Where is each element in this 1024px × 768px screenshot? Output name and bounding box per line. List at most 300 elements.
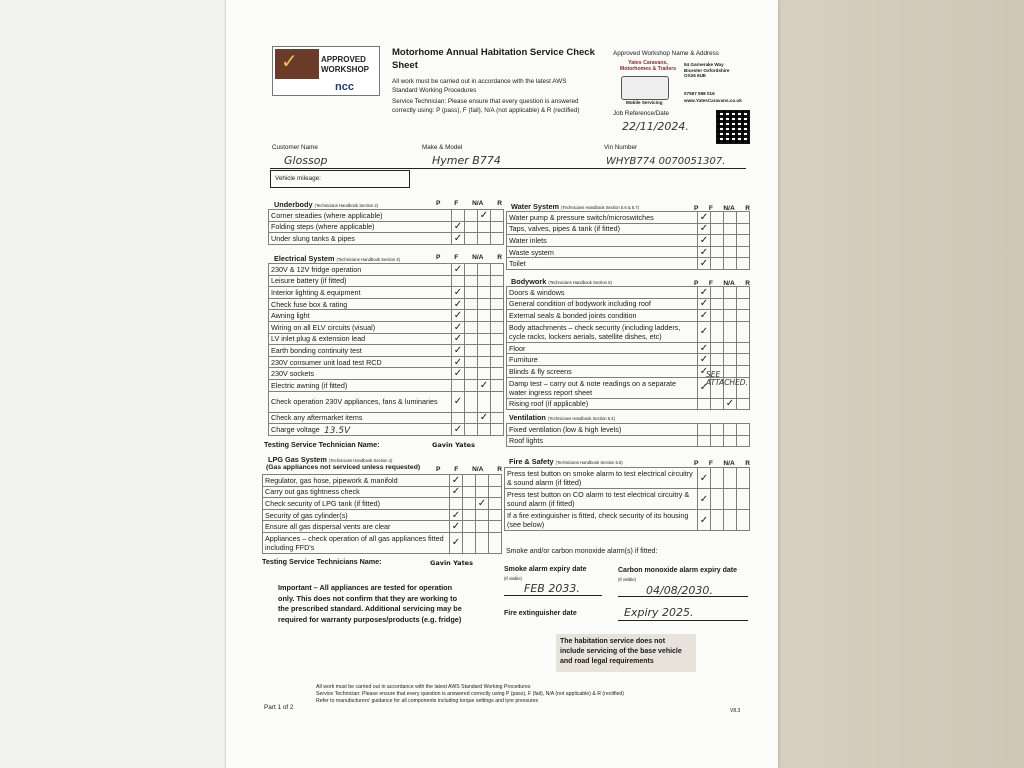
electrical-cell-f[interactable] — [465, 287, 478, 299]
water-cell-f[interactable] — [711, 258, 724, 270]
bodywork-cell-f[interactable] — [711, 287, 724, 299]
electrical-cell-r[interactable] — [491, 356, 504, 368]
mileage-box — [270, 170, 410, 188]
lpg-cell-na[interactable] — [476, 486, 489, 498]
fire-cell-p[interactable]: ✓ — [698, 510, 711, 531]
electrical-cell-p[interactable]: ✓ — [452, 424, 465, 436]
bodywork-cell-f[interactable] — [711, 398, 724, 410]
electrical-cell-r[interactable] — [491, 321, 504, 333]
electrical-cell-r[interactable] — [491, 264, 504, 276]
electrical-row — [269, 321, 504, 333]
approved-workshop-badge — [272, 46, 380, 96]
electrical-row — [269, 412, 504, 424]
fire-cell-r[interactable] — [737, 489, 750, 510]
lpg-row-label: Carry out gas tightness check — [263, 486, 450, 498]
lpg-cell-p[interactable]: ✓ — [450, 486, 463, 498]
bodywork-row — [507, 354, 750, 366]
electrical-cell-na[interactable] — [478, 264, 491, 276]
workshop-address: 54 Garnerake Way Bicester Oxfordshire OX26 6UE — [684, 62, 730, 79]
electrical-cell-f[interactable] — [465, 264, 478, 276]
lpg-tech-label: Testing Service Technicians Name: — [262, 557, 382, 566]
water-cell-r[interactable] — [737, 212, 750, 224]
bodywork-row-label: Rising roof (if applicable) — [507, 398, 698, 410]
bodywork-cell-r[interactable] — [737, 310, 750, 322]
bodywork-cell-p[interactable]: ✓ — [698, 342, 711, 354]
water-col-headers: P F N/A R — [694, 205, 750, 212]
badge-line1: APPROVED — [321, 55, 366, 64]
fire-row-label: If a fire extinguisher is fitted, check security of its housing (see below) — [505, 510, 698, 531]
underbody-cell-f[interactable] — [465, 210, 478, 222]
fire-cell-na[interactable] — [724, 489, 737, 510]
electrical-cell-f[interactable] — [465, 298, 478, 310]
underbody-row-label: Corner steadies (where applicable) — [269, 210, 452, 222]
fire-cell-f[interactable] — [711, 510, 724, 531]
lpg-row — [263, 475, 502, 487]
fire-cell-p[interactable]: ✓ — [698, 468, 711, 489]
lpg-col-headers: P F N/A R — [436, 466, 502, 473]
water-row-label: Toilet — [507, 258, 698, 270]
water-cell-r[interactable] — [737, 246, 750, 258]
electrical-row-label: Electric awning (if fitted) — [269, 379, 452, 391]
lpg-cell-r[interactable] — [489, 498, 502, 510]
electrical-cell-p[interactable]: ✓ — [452, 310, 465, 322]
ventilation-row — [507, 435, 750, 447]
electrical-row-label: Leisure battery (if fitted) — [269, 275, 452, 287]
background-right — [778, 0, 1024, 768]
mobile-servicing: Mobile Servicing — [626, 100, 663, 105]
alarms-heading: Smoke and/or carbon monoxide alarm(s) if fitted: — [506, 548, 658, 555]
customer-name-value: Glossop — [284, 154, 328, 167]
electrical-cell-na[interactable] — [478, 345, 491, 357]
make-model-value: Hymer B774 — [432, 154, 501, 167]
charge-voltage-value: 13.5V — [324, 426, 351, 436]
smoke-sub: (If visible) — [504, 576, 522, 581]
lpg-table — [262, 474, 502, 554]
bodywork-row-label: Doors & windows — [507, 287, 698, 299]
underbody-row — [269, 233, 504, 245]
electrical-cell-r[interactable] — [491, 287, 504, 299]
electrical-tech-name: Gavin Yates — [432, 441, 475, 449]
bodywork-row — [507, 342, 750, 354]
water-cell-p[interactable]: ✓ — [698, 258, 711, 270]
water-cell-f[interactable] — [711, 235, 724, 247]
water-row-label: Waste system — [507, 246, 698, 258]
ventilation-row-label: Roof lights — [507, 435, 698, 447]
electrical-cell-p[interactable]: ✓ — [452, 345, 465, 357]
electrical-cell-r[interactable] — [491, 275, 504, 287]
smoke-label: Smoke alarm expiry date — [504, 566, 587, 573]
vin-value: WHYB774 0070051307. — [606, 156, 726, 167]
electrical-cell-p[interactable] — [452, 412, 465, 424]
electrical-cell-na[interactable] — [478, 424, 491, 436]
workshop-label: Approved Workshop Name & Address — [613, 50, 719, 57]
lpg-row — [263, 486, 502, 498]
bodywork-row-label: Blinds & fly screens — [507, 365, 698, 377]
electrical-row-label: Interior lighting & equipment — [269, 287, 452, 299]
electrical-table — [268, 263, 504, 436]
electrical-cell-na[interactable] — [478, 321, 491, 333]
lpg-cell-r[interactable] — [489, 521, 502, 533]
electrical-cell-p[interactable] — [452, 275, 465, 287]
bodywork-row — [507, 298, 750, 310]
fire-row — [505, 489, 750, 510]
fire-cell-p[interactable]: ✓ — [698, 489, 711, 510]
bodywork-cell-f[interactable] — [711, 354, 724, 366]
electrical-row — [269, 298, 504, 310]
lpg-row — [263, 532, 502, 553]
bodywork-cell-f[interactable] — [711, 310, 724, 322]
underbody-cell-na[interactable] — [478, 221, 491, 233]
ventilation-cell-f[interactable] — [711, 435, 724, 447]
electrical-cell-na[interactable] — [478, 333, 491, 345]
fire-cell-f[interactable] — [711, 489, 724, 510]
electrical-row — [269, 275, 504, 287]
electrical-row — [269, 368, 504, 380]
bodywork-cell-na[interactable] — [724, 298, 737, 310]
electrical-cell-r[interactable] — [491, 310, 504, 322]
electrical-cell-p[interactable]: ✓ — [452, 368, 465, 380]
lpg-cell-p[interactable]: ✓ — [450, 532, 463, 553]
extinguisher-value: Expiry 2025. — [624, 606, 694, 619]
fire-cell-na[interactable] — [724, 468, 737, 489]
bodywork-cell-p[interactable] — [698, 398, 711, 410]
lpg-row — [263, 521, 502, 533]
ventilation-row-label: Fixed ventilation (low & high levels) — [507, 424, 698, 436]
van-icon — [621, 76, 669, 100]
water-row-label: Taps, valves, pipes & tank (if fitted) — [507, 223, 698, 235]
electrical-cell-f[interactable] — [465, 345, 478, 357]
lpg-cell-p[interactable]: ✓ — [450, 521, 463, 533]
lpg-cell-r[interactable] — [489, 532, 502, 553]
lpg-row-label: Regulator, gas hose, pipework & manifold — [263, 475, 450, 487]
lpg-row-label: Ensure all gas dispersal vents are clear — [263, 521, 450, 533]
sheet-title: Motorhome Annual Habitation Service Check Sheet — [392, 47, 595, 71]
bodywork-row — [507, 321, 750, 342]
electrical-row-label: Check any aftermarket items — [269, 412, 452, 424]
underbody-col-headers: P F N/A R — [436, 200, 502, 207]
lpg-cell-r[interactable] — [489, 475, 502, 487]
ventilation-cell-r[interactable] — [737, 435, 750, 447]
fire-row-label: Press test button on CO alarm to test electrical circuitry & sound alarm (if fitted) — [505, 489, 698, 510]
electrical-cell-na[interactable] — [478, 275, 491, 287]
extinguisher-label: Fire extinguisher date — [504, 610, 577, 617]
electrical-row — [269, 379, 504, 391]
electrical-cell-p[interactable]: ✓ — [452, 298, 465, 310]
fire-row — [505, 468, 750, 489]
bodywork-row-label: Floor — [507, 342, 698, 354]
water-row — [507, 258, 750, 270]
lpg-cell-na[interactable] — [476, 521, 489, 533]
bodywork-cell-na[interactable] — [724, 354, 737, 366]
electrical-cell-f[interactable] — [465, 321, 478, 333]
smoke-value: FEB 2033. — [524, 582, 580, 595]
water-row-label: Water pump & pressure switch/microswitches — [507, 212, 698, 224]
bodywork-cell-p[interactable]: ✓ — [698, 354, 711, 366]
underbody-cell-na[interactable] — [478, 233, 491, 245]
electrical-cell-f[interactable] — [465, 356, 478, 368]
lpg-cell-f[interactable] — [463, 486, 476, 498]
bodywork-cell-p[interactable]: ✓ — [698, 310, 711, 322]
lpg-cell-na[interactable] — [476, 475, 489, 487]
lpg-cell-f[interactable] — [463, 509, 476, 521]
bodywork-row-label: Furniture — [507, 354, 698, 366]
lpg-cell-na[interactable] — [476, 532, 489, 553]
bodywork-cell-na[interactable] — [724, 287, 737, 299]
bodywork-row-label: Body attachments – check security (including ladders, cycle racks, lockers aerials, satellite dishes, etc) — [507, 321, 698, 342]
water-cell-f[interactable] — [711, 212, 724, 224]
electrical-row — [269, 391, 504, 412]
water-cell-na[interactable] — [724, 258, 737, 270]
customer-name-label: Customer Name — [272, 144, 318, 151]
lpg-cell-f[interactable] — [463, 498, 476, 510]
ventilation-cell-na[interactable] — [724, 435, 737, 447]
electrical-cell-f[interactable] — [465, 310, 478, 322]
electrical-row — [269, 424, 504, 436]
customer-underline — [270, 168, 746, 169]
important-note: Important – All appliances are tested for operation only. This does not confirm that they are working to the prescribed standard. Additional servicing may be required for warranty purposes/products (e.g. fridge) — [278, 583, 462, 624]
electrical-cell-p[interactable]: ✓ — [452, 287, 465, 299]
electrical-row-label: Check fuse box & rating — [269, 298, 452, 310]
bodywork-row-label: External seals & bonded joints condition — [507, 310, 698, 322]
electrical-cell-p[interactable]: ✓ — [452, 264, 465, 276]
underbody-cell-p[interactable] — [452, 210, 465, 222]
bodywork-cell-p[interactable]: ✓ — [698, 321, 711, 342]
underbody-cell-p[interactable]: ✓ — [452, 221, 465, 233]
bodywork-row — [507, 287, 750, 299]
lpg-cell-f[interactable] — [463, 475, 476, 487]
bodywork-col-headers: P F N/A R — [694, 280, 750, 287]
water-heading: Water System (Technicians Handbook Section 5.6 & 5.7) — [511, 202, 640, 211]
co-label: Carbon monoxide alarm expiry date — [618, 567, 738, 574]
electrical-cell-p[interactable] — [452, 379, 465, 391]
ventilation-cell-p[interactable] — [698, 435, 711, 447]
bodywork-cell-r[interactable] — [737, 354, 750, 366]
electrical-cell-na[interactable]: ✓ — [478, 379, 491, 391]
lpg-cell-f[interactable] — [463, 521, 476, 533]
intro-text: All work must be carried out in accordance with the latest AWS Standard Working Procedures Service Technician: Please ensure that every question is answered correctly using: P (pass), F (fail), N/A (not applicable) & R (rectified) — [392, 78, 580, 114]
underbody-row-label: Folding steps (where applicable) — [269, 221, 452, 233]
water-cell-na[interactable] — [724, 223, 737, 235]
qr-code-icon — [716, 110, 750, 144]
water-cell-p[interactable]: ✓ — [698, 246, 711, 258]
water-cell-p[interactable]: ✓ — [698, 235, 711, 247]
water-row — [507, 246, 750, 258]
electrical-row-label: Charge voltage — [269, 424, 452, 436]
electrical-cell-p[interactable]: ✓ — [452, 391, 465, 412]
vin-label: Vin Number — [604, 144, 638, 151]
underbody-row-label: Under slung tanks & pipes — [269, 233, 452, 245]
bodywork-cell-p[interactable]: ✓ — [698, 377, 711, 398]
lpg-heading: LPG Gas System (Technicians Handbook Section 4) — [268, 455, 393, 464]
lpg-row-label: Appliances – check operation of all gas appliances fitted including FFD's — [263, 532, 450, 553]
ventilation-cell-f[interactable] — [711, 424, 724, 436]
water-cell-na[interactable] — [724, 246, 737, 258]
bodywork-cell-na[interactable] — [724, 321, 737, 342]
fire-table — [504, 467, 750, 531]
fire-heading: Fire & Safety (Technicians Handbook Section 5.5) — [509, 457, 623, 466]
mileage-label: Vehicle mileage: — [275, 175, 321, 182]
electrical-cell-na[interactable] — [478, 298, 491, 310]
base-vehicle-note: The habitation service does not include servicing of the base vehicle and road legal requirements — [556, 634, 696, 672]
electrical-row-label: 230V consumer unit load test RCD — [269, 356, 452, 368]
electrical-cell-p[interactable]: ✓ — [452, 356, 465, 368]
underbody-cell-f[interactable] — [465, 221, 478, 233]
service-sheet — [226, 0, 778, 768]
fire-cell-r[interactable] — [737, 510, 750, 531]
electrical-cell-f[interactable] — [465, 333, 478, 345]
ventilation-cell-na[interactable] — [724, 424, 737, 436]
underbody-cell-f[interactable] — [465, 233, 478, 245]
electrical-row — [269, 310, 504, 322]
bodywork-cell-na[interactable] — [724, 342, 737, 354]
underbody-cell-r[interactable] — [491, 210, 504, 222]
bodywork-cell-p[interactable]: ✓ — [698, 298, 711, 310]
electrical-cell-r[interactable] — [491, 379, 504, 391]
electrical-row-label: LV inlet plug & extension lead — [269, 333, 452, 345]
bodywork-cell-f[interactable] — [711, 321, 724, 342]
version: V8.3 — [730, 708, 741, 714]
water-cell-p[interactable]: ✓ — [698, 212, 711, 224]
water-cell-f[interactable] — [711, 246, 724, 258]
lpg-subheading: (Gas appliances not serviced unless requested) — [266, 464, 421, 471]
electrical-cell-r[interactable] — [491, 345, 504, 357]
lpg-row-label: Security of gas cylinder(s) — [263, 509, 450, 521]
lpg-cell-p[interactable]: ✓ — [450, 475, 463, 487]
electrical-row — [269, 356, 504, 368]
lpg-cell-p[interactable] — [450, 498, 463, 510]
bodywork-cell-r[interactable] — [737, 342, 750, 354]
co-sub: (If visible) — [618, 577, 636, 582]
water-cell-p[interactable]: ✓ — [698, 223, 711, 235]
water-cell-na[interactable] — [724, 212, 737, 224]
lpg-tech-name: Gavin Yates — [430, 559, 473, 567]
underbody-cell-p[interactable]: ✓ — [452, 233, 465, 245]
electrical-cell-r[interactable] — [491, 298, 504, 310]
electrical-cell-na[interactable] — [478, 368, 491, 380]
ventilation-heading: Ventilation (Technicians Handbook Section 5.4) — [509, 413, 615, 422]
electrical-cell-na[interactable] — [478, 287, 491, 299]
electrical-cell-na[interactable] — [478, 310, 491, 322]
electrical-cell-p[interactable]: ✓ — [452, 333, 465, 345]
electrical-cell-f[interactable] — [465, 275, 478, 287]
electrical-row-label: Awning light — [269, 310, 452, 322]
fire-row-label: Press test button on smoke alarm to test electrical circuitry & sound alarm (if fitted) — [505, 468, 698, 489]
electrical-cell-r[interactable] — [491, 412, 504, 424]
badge-line2: WORKSHOP — [321, 65, 369, 74]
electrical-cell-f[interactable] — [465, 368, 478, 380]
electrical-row — [269, 287, 504, 299]
underbody-cell-r[interactable] — [491, 221, 504, 233]
electrical-cell-na[interactable]: ✓ — [478, 412, 491, 424]
ncc-logo: ncc — [335, 81, 354, 93]
electrical-tech-label: Testing Service Technician Name: — [264, 440, 380, 449]
bodywork-cell-r[interactable] — [737, 398, 750, 410]
bodywork-table — [506, 286, 750, 410]
electrical-row-label: 230V sockets — [269, 368, 452, 380]
water-cell-r[interactable] — [737, 223, 750, 235]
fire-cell-na[interactable] — [724, 510, 737, 531]
ventilation-cell-r[interactable] — [737, 424, 750, 436]
electrical-cell-p[interactable]: ✓ — [452, 321, 465, 333]
electrical-cell-r[interactable] — [491, 333, 504, 345]
fire-cell-r[interactable] — [737, 468, 750, 489]
water-cell-r[interactable] — [737, 258, 750, 270]
lpg-cell-f[interactable] — [463, 532, 476, 553]
lpg-cell-p[interactable]: ✓ — [450, 509, 463, 521]
electrical-cell-f[interactable] — [465, 412, 478, 424]
fire-cell-f[interactable] — [711, 468, 724, 489]
underbody-cell-r[interactable] — [491, 233, 504, 245]
water-row — [507, 235, 750, 247]
lpg-cell-na[interactable]: ✓ — [476, 498, 489, 510]
water-cell-f[interactable] — [711, 223, 724, 235]
bodywork-row-label: General condition of bodywork including roof — [507, 298, 698, 310]
water-cell-r[interactable] — [737, 235, 750, 247]
damp-note: SEE ATTACHED. — [706, 370, 748, 387]
electrical-cell-r[interactable] — [491, 368, 504, 380]
bodywork-row — [507, 310, 750, 322]
bodywork-cell-r[interactable] — [737, 287, 750, 299]
water-table — [506, 211, 750, 270]
bodywork-cell-f[interactable] — [711, 342, 724, 354]
bodywork-cell-na[interactable]: ✓ — [724, 398, 737, 410]
underbody-table — [268, 209, 504, 245]
electrical-cell-r[interactable] — [491, 391, 504, 412]
smoke-line — [504, 595, 602, 596]
fire-row — [505, 510, 750, 531]
workshop-contact: 07597 598 016 www.YatesCaravans.co.uk — [684, 91, 742, 103]
make-model-label: Make & Model — [422, 144, 463, 151]
ventilation-table — [506, 423, 750, 447]
electrical-heading: Electrical System (Technicians Handbook Section 3) — [274, 254, 401, 263]
bodywork-cell-r[interactable] — [737, 298, 750, 310]
job-ref-value: 22/11/2024. — [622, 120, 689, 133]
lpg-cell-r[interactable] — [489, 509, 502, 521]
electrical-cell-f[interactable] — [465, 424, 478, 436]
electrical-col-headers: P F N/A R — [436, 254, 502, 261]
background-left — [0, 0, 226, 768]
bodywork-cell-r[interactable] — [737, 321, 750, 342]
co-value: 04/08/2030. — [646, 584, 713, 597]
bodywork-cell-na[interactable] — [724, 310, 737, 322]
footer-text: All work must be carried out in accordance with the latest AWS Standard Working Procedures Service Technician: Please ensure that every question is answered correctly using P (pass), F (fail), N/A (not applicable) & R (rectified) Refer to manufacturers' guidance for all components including torque settings and tyre pressures — [316, 684, 625, 704]
electrical-cell-na[interactable] — [478, 391, 491, 412]
electrical-cell-r[interactable] — [491, 424, 504, 436]
electrical-row-label: Check operation 230V appliances, fans & luminaries — [269, 391, 452, 412]
ventilation-cell-p[interactable] — [698, 424, 711, 436]
underbody-heading: Underbody (Technicians Handbook Section 2) — [274, 200, 379, 209]
underbody-row — [269, 221, 504, 233]
electrical-row-label: Earth bonding continuity test — [269, 345, 452, 357]
bodywork-cell-p[interactable]: ✓ — [698, 365, 711, 377]
water-cell-na[interactable] — [724, 235, 737, 247]
electrical-cell-f[interactable] — [465, 379, 478, 391]
water-row-label: Water inlets — [507, 235, 698, 247]
bodywork-cell-f[interactable] — [711, 298, 724, 310]
electrical-cell-f[interactable] — [465, 391, 478, 412]
electrical-cell-na[interactable] — [478, 356, 491, 368]
ventilation-row — [507, 424, 750, 436]
lpg-cell-r[interactable] — [489, 486, 502, 498]
bodywork-row-label: Damp test – carry out & note readings on a separate water ingress report sheet — [507, 377, 698, 398]
lpg-row-label: Check security of LPG tank (if fitted) — [263, 498, 450, 510]
bodywork-cell-p[interactable]: ✓ — [698, 287, 711, 299]
lpg-cell-na[interactable] — [476, 509, 489, 521]
job-ref-label: Job Reference/Date — [613, 110, 670, 117]
water-row — [507, 223, 750, 235]
underbody-cell-na[interactable]: ✓ — [478, 210, 491, 222]
extinguisher-line — [618, 620, 748, 621]
